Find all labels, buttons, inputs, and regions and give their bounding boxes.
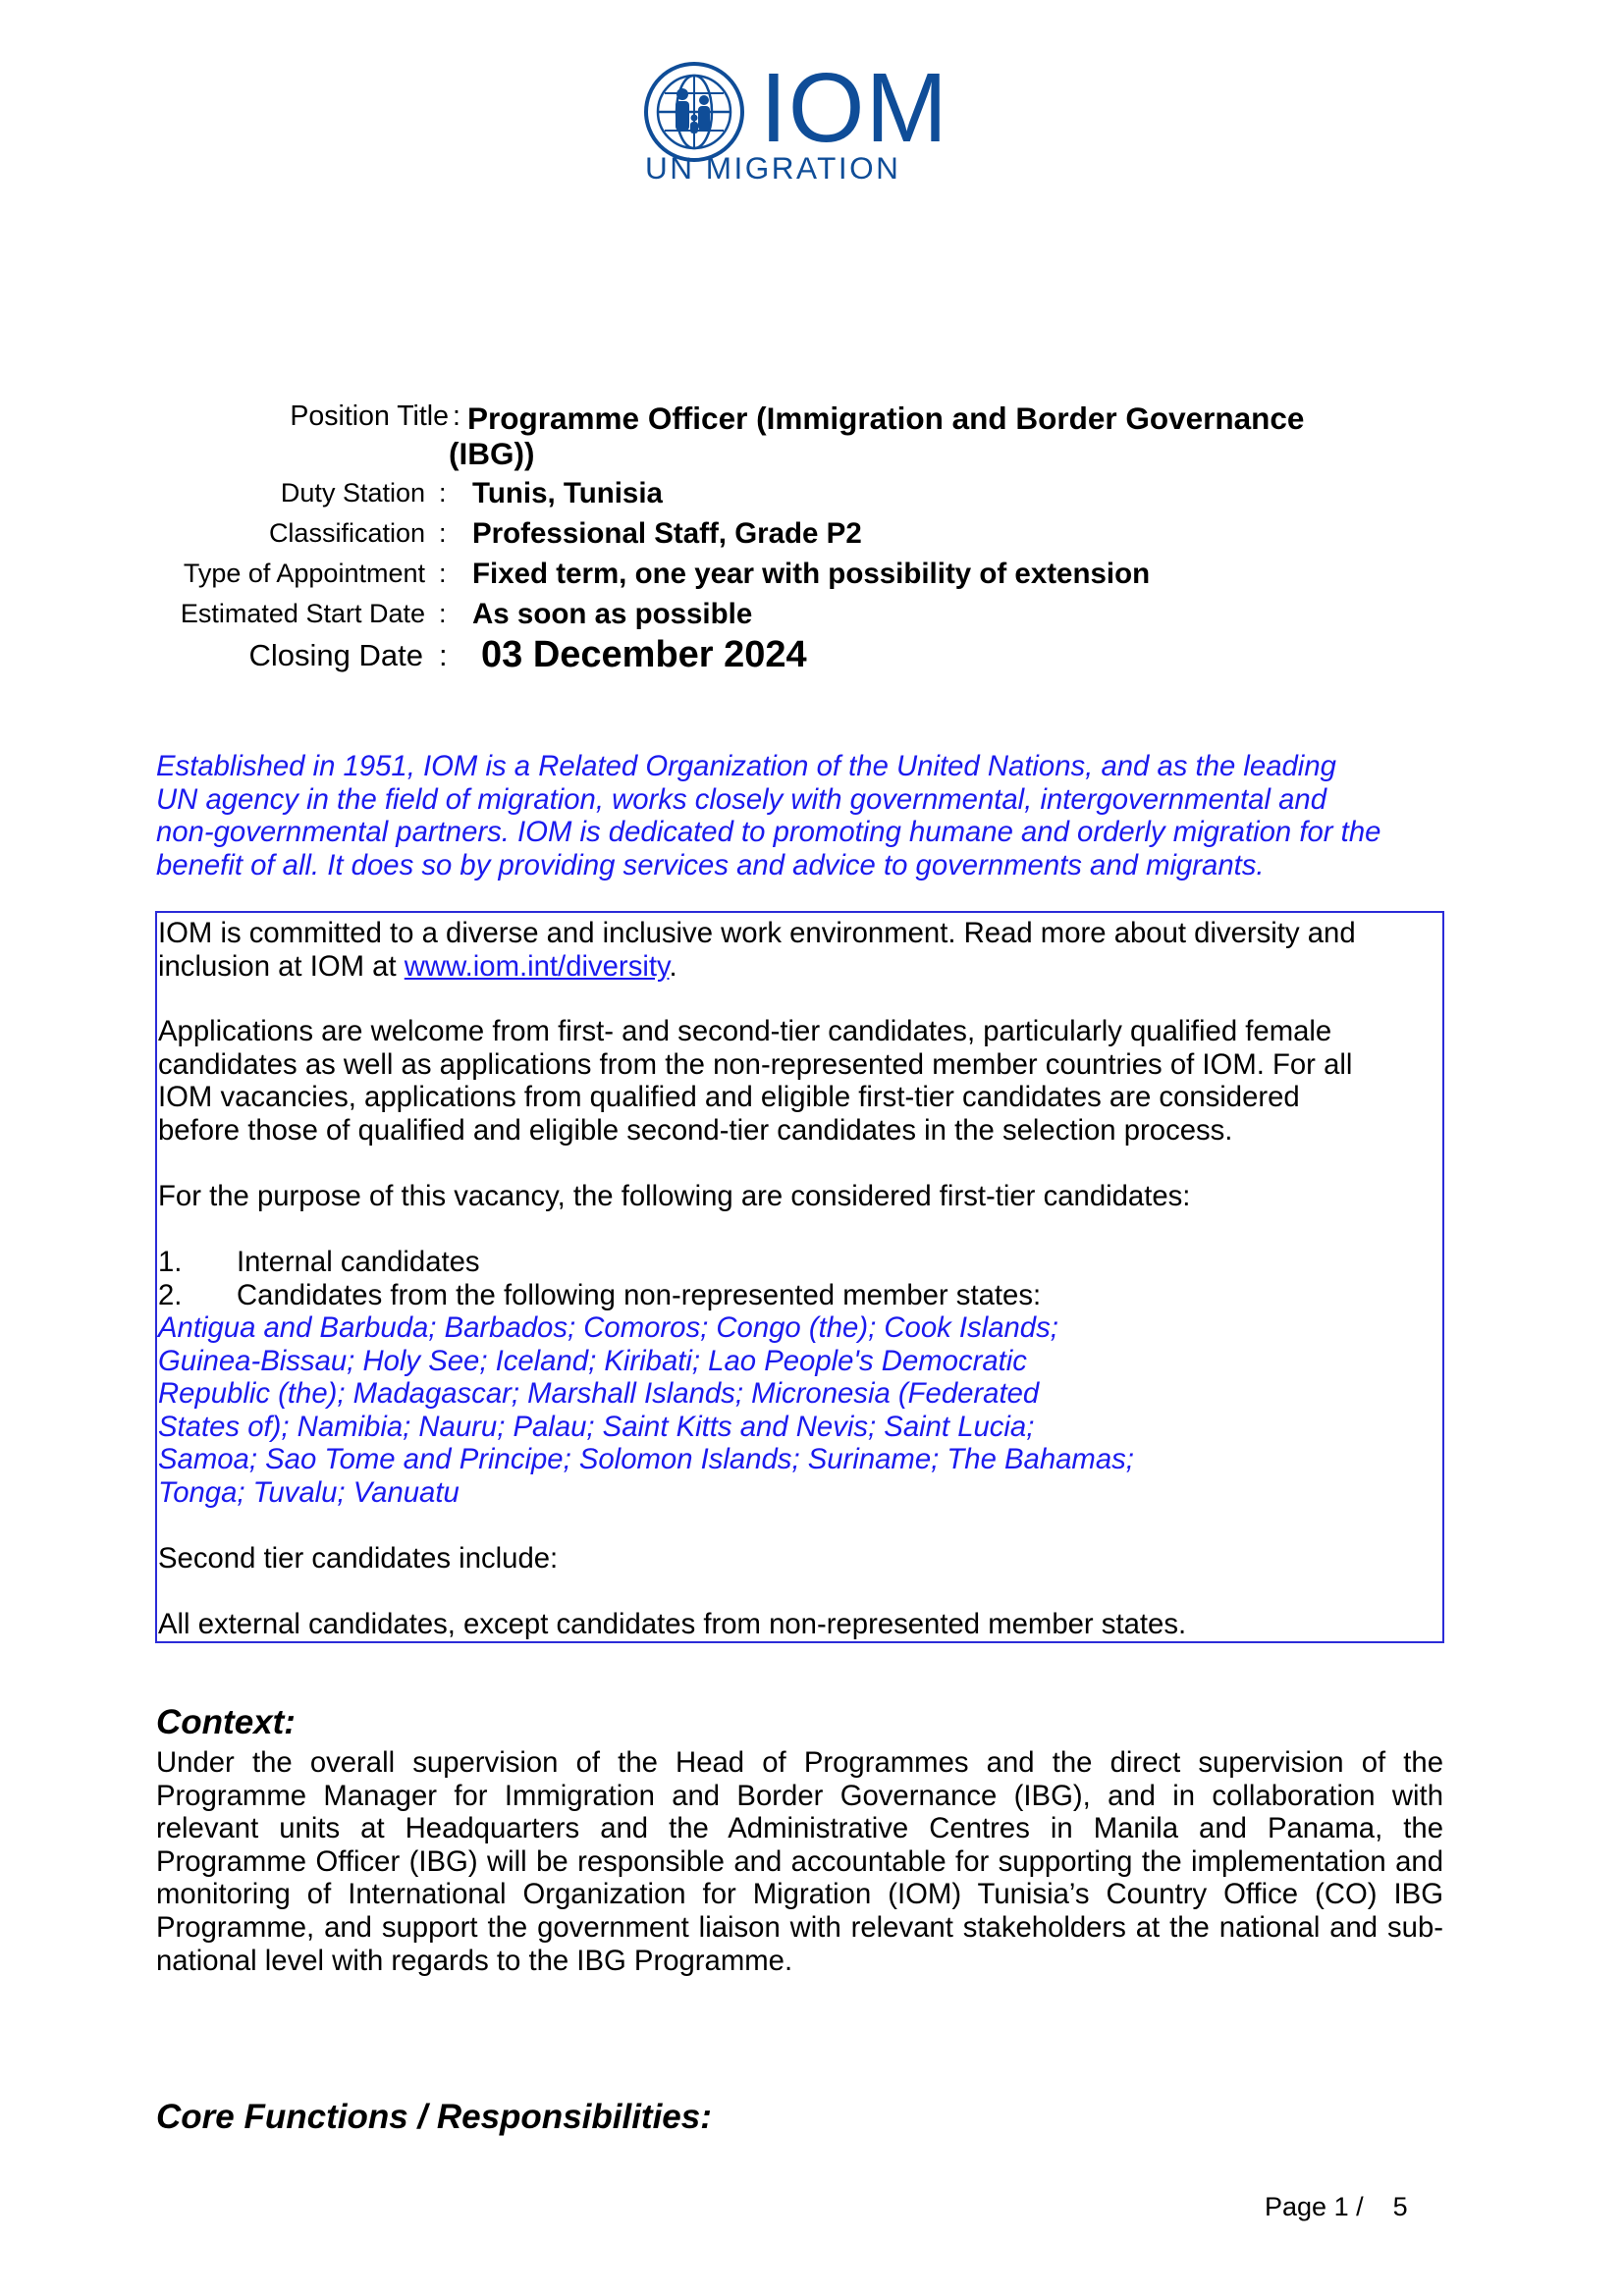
second-tier-description: All external candidates, except candidates from non-represented member states. xyxy=(158,1608,1187,1640)
applications-line: before those of qualified and eligible second-tier candidates in the selection process. xyxy=(158,1113,1233,1147)
estimated-start-date-value: As soon as possible xyxy=(472,598,753,630)
applications-paragraph xyxy=(158,1015,1434,1147)
intro-line: benefit of all. It does so by providing services and advice to governments and migrants. xyxy=(156,848,1265,881)
list-number: 1. xyxy=(158,1246,183,1278)
field-colon: : xyxy=(439,638,448,672)
field-colon: : xyxy=(439,478,447,507)
second-tier-intro: Second tier candidates include: xyxy=(158,1542,559,1575)
field-classification xyxy=(0,517,1623,557)
first-tier-intro: For the purpose of this vacancy, the following are considered first-tier candidates: xyxy=(158,1180,1191,1212)
page-label: Page xyxy=(1265,2192,1327,2221)
field-label: Closing Date xyxy=(248,638,423,672)
country-line: Republic (the); Madagascar; Marshall Islands; Micronesia (Federated xyxy=(158,1377,1040,1411)
non-represented-countries xyxy=(158,1311,1434,1510)
applications-line: Applications are welcome from first- and second-tier candidates, particularly qualified female xyxy=(158,1015,1332,1047)
field-closing-date xyxy=(0,634,1623,679)
diversity-tier-box xyxy=(155,911,1444,1643)
field-colon: : xyxy=(439,518,447,548)
page-total: 5 xyxy=(1392,2192,1408,2221)
intro-line: UN agency in the field of migration, works closely with governmental, intergovernmental and xyxy=(156,782,1326,816)
country-line: States of); Namibia; Nauru; Palau; Saint Kitts and Nevis; Saint Lucia; xyxy=(158,1410,1035,1443)
diversity-line: IOM is committed to a diverse and inclusive work environment. Read more about diversity and xyxy=(158,917,1356,949)
un-globe-emblem-icon xyxy=(643,61,745,163)
page-footer xyxy=(1265,2192,1408,2222)
field-label: Duty Station xyxy=(280,478,425,507)
field-colon: : xyxy=(439,599,447,628)
page-number: 1 xyxy=(1333,2192,1349,2221)
list-item: Candidates from the following non-represented member states: xyxy=(237,1278,1042,1311)
iom-logo xyxy=(643,53,957,190)
country-line: Antigua and Barbuda; Barbados; Comoros; Congo (the); Cook Islands; xyxy=(158,1311,1058,1344)
field-label: Classification xyxy=(268,518,425,548)
field-type-of-appointment xyxy=(0,558,1623,597)
intro-line: non-governmental partners. IOM is dedicated to promoting humane and orderly migration for the xyxy=(156,816,1381,849)
list-item: Internal candidates xyxy=(237,1246,480,1278)
field-estimated-start-date xyxy=(0,598,1623,637)
classification-value: Professional Staff, Grade P2 xyxy=(472,517,862,550)
applications-line: IOM vacancies, applications from qualified and eligible first-tier candidates are considered xyxy=(158,1081,1300,1114)
context-body: Under the overall supervision of the Head of Programmes and the direct supervision of the Programme Manager for Immigration and Border Governance (IBG), and in collaboration with relevant units at Headquarters and the Administrative Centres in Manila and Panama, the Programme Officer (IBG) will be responsible and accountable for supporting the implementation and monitoring of International Organization for Migration (IOM) Tunisia’s Country Office (CO) IBG Programme, and support the government liaison with relevant stakeholders at the national and sub-national level with regards to the IBG Programme. xyxy=(156,1746,1443,1977)
intro-line: Established in 1951, IOM is a Related Organization of the United Nations, and as the leading xyxy=(156,750,1336,782)
field-duty-station xyxy=(0,477,1623,516)
iom-wordmark: IOM xyxy=(760,53,948,163)
field-colon: : xyxy=(453,400,460,432)
list-number: 2. xyxy=(158,1278,183,1311)
type-of-appointment-value: Fixed term, one year with possibility of extension xyxy=(472,558,1151,590)
applications-line: candidates as well as applications from the non-represented member countries of IOM. For all xyxy=(158,1047,1353,1081)
country-line: Samoa; Sao Tome and Principe; Solomon Islands; Suriname; The Bahamas; xyxy=(158,1443,1134,1476)
diversity-paragraph xyxy=(158,917,1434,983)
context-heading: Context: xyxy=(156,1703,296,1741)
iom-intro-paragraph xyxy=(156,750,1452,881)
field-label: Estimated Start Date xyxy=(180,599,425,628)
field-label: Position Title xyxy=(290,400,449,432)
country-line: Tonga; Tuvalu; Vanuatu xyxy=(158,1475,460,1509)
field-colon: : xyxy=(439,559,447,588)
un-migration-wordmark: UN MIGRATION xyxy=(645,150,901,186)
country-line: Guinea-Bissau; Holy See; Iceland; Kiribati; Lao People's Democratic xyxy=(158,1344,1027,1377)
first-tier-list xyxy=(158,1246,1434,1311)
field-label: Type of Appointment xyxy=(183,559,425,588)
diversity-line: inclusion at IOM at xyxy=(158,949,405,983)
core-functions-heading: Core Functions / Responsibilities: xyxy=(156,2098,712,2136)
position-title-value-continued: (IBG)) xyxy=(449,436,535,471)
field-position-title xyxy=(0,400,1623,471)
diversity-line-end: . xyxy=(669,949,677,983)
position-title-value: Programme Officer (Immigration and Border Governance xyxy=(467,400,1305,436)
closing-date-value: 03 December 2024 xyxy=(481,634,807,675)
page-separator: / xyxy=(1356,2192,1364,2221)
diversity-link[interactable]: www.iom.int/diversity xyxy=(404,949,670,983)
duty-station-value: Tunis, Tunisia xyxy=(472,477,663,509)
